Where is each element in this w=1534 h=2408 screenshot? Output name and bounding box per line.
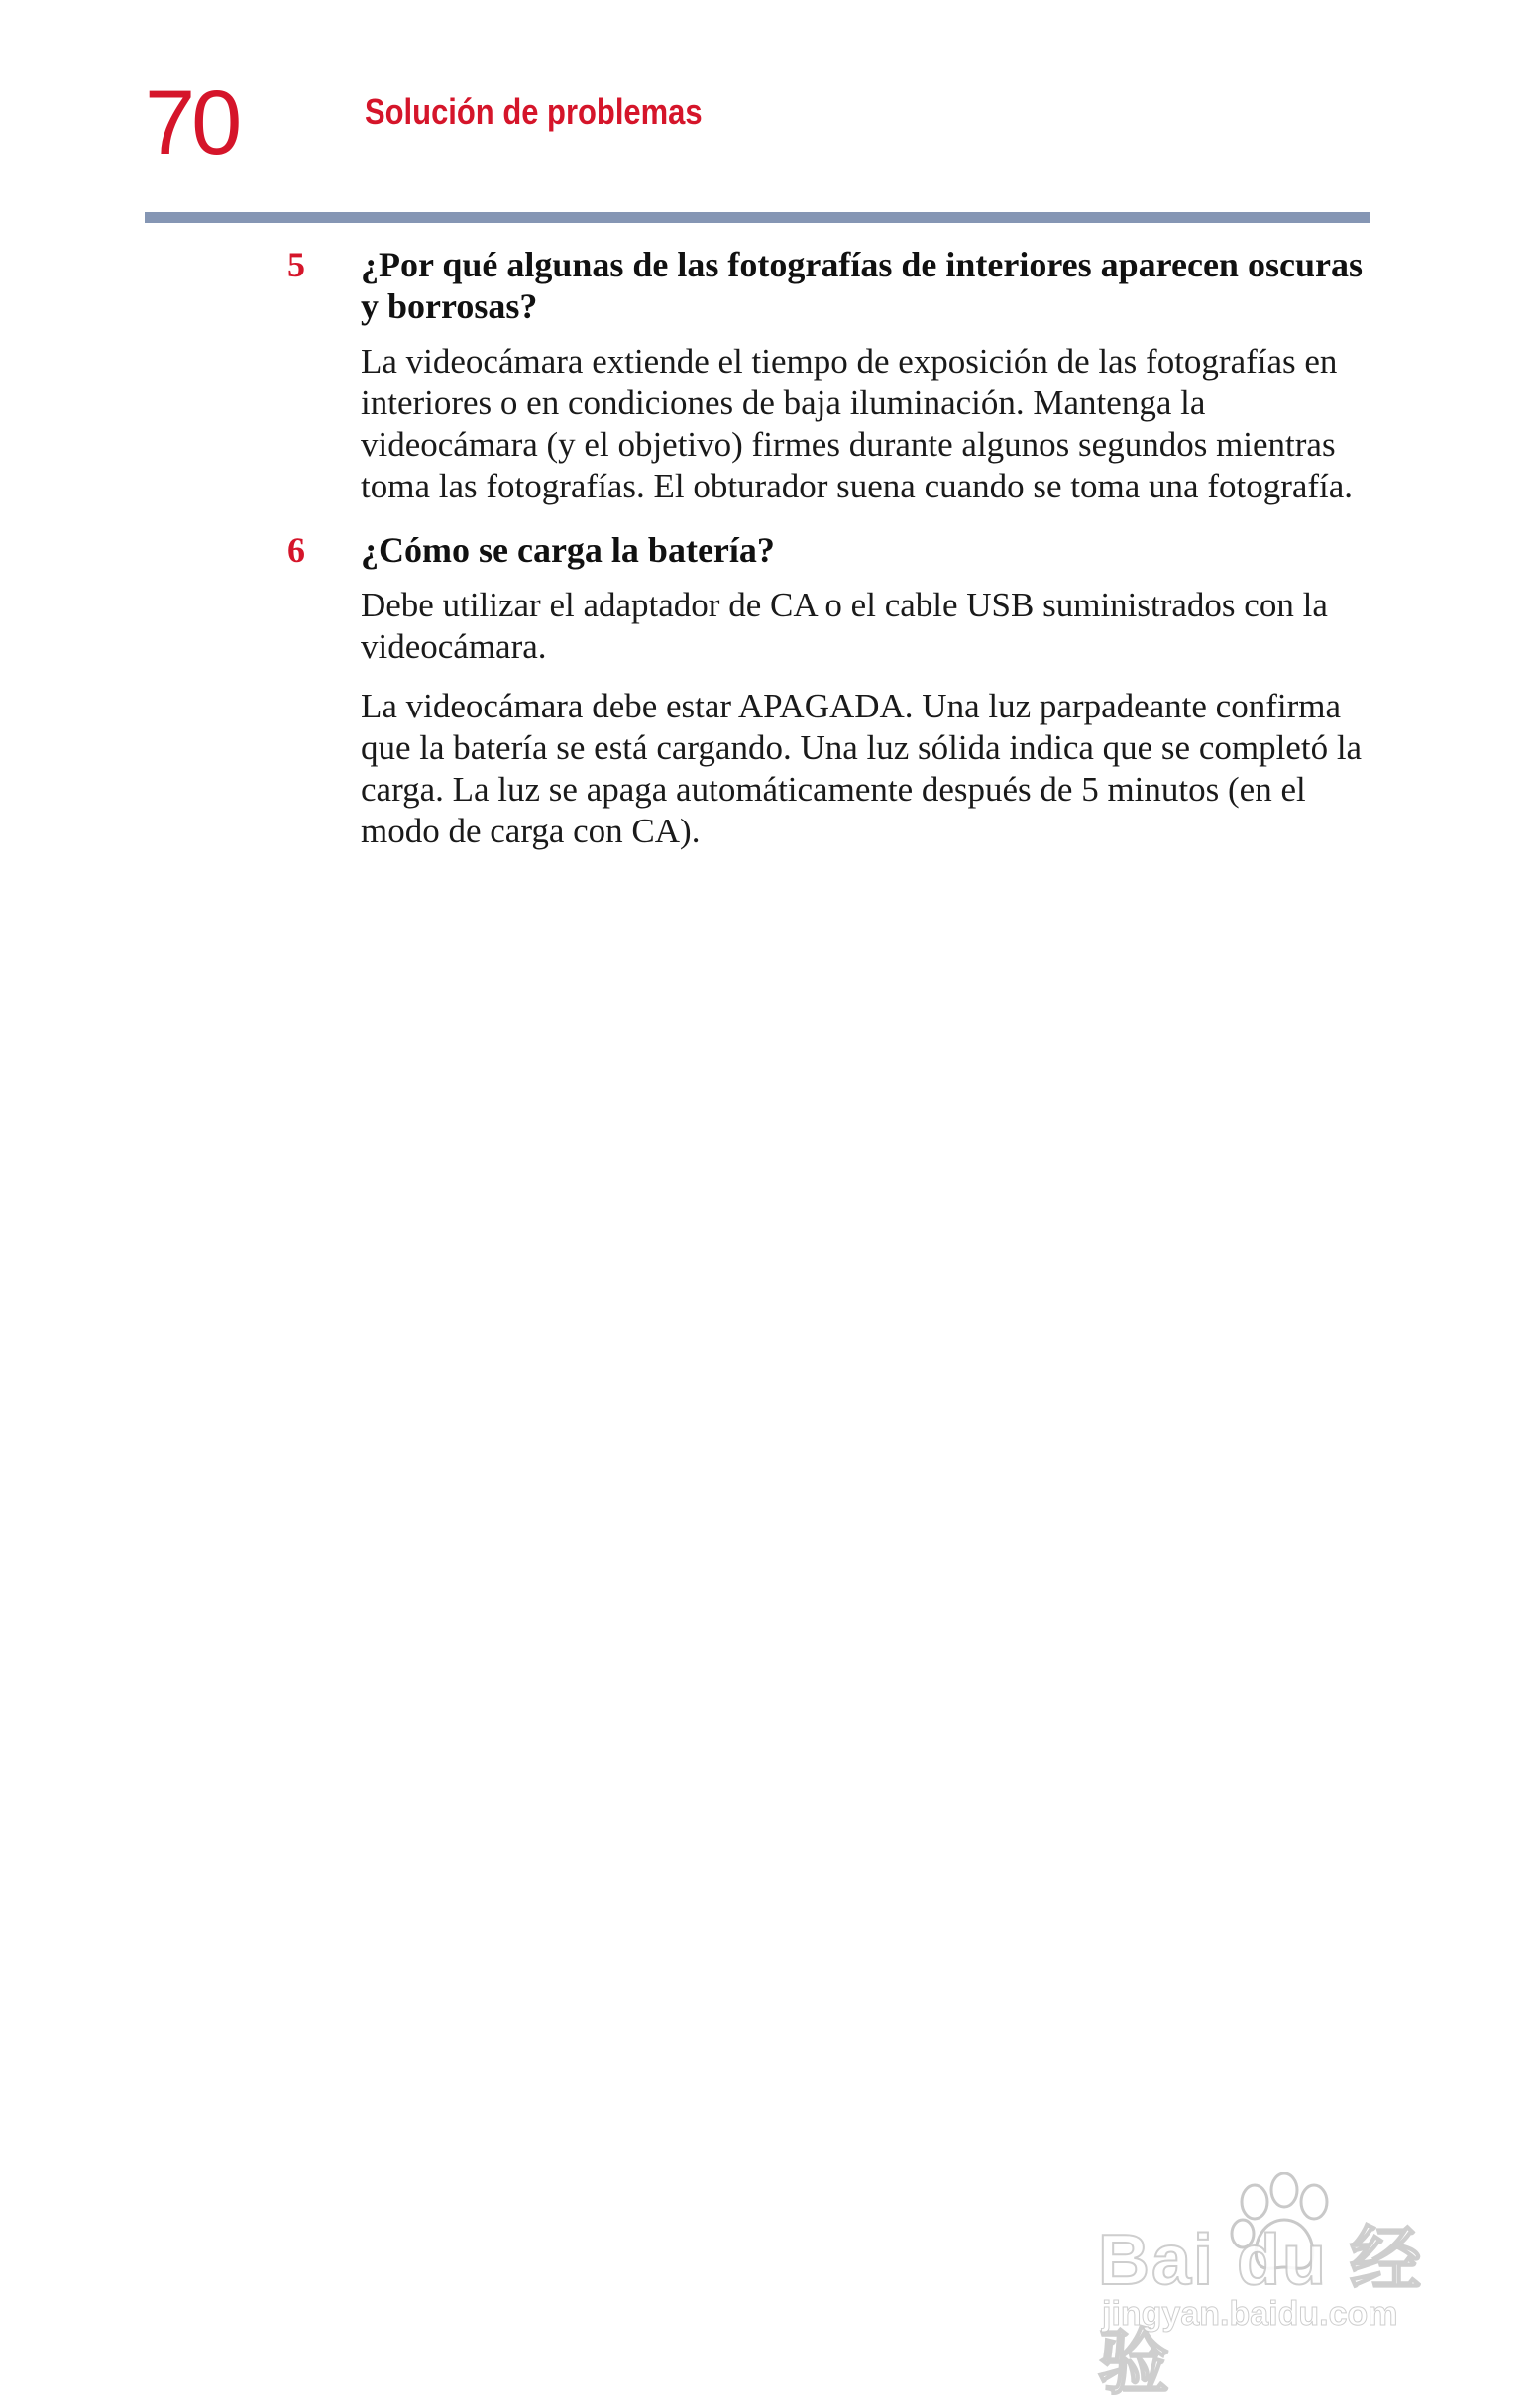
watermark-brand: Bai du 经验 — [1098, 2221, 1424, 2403]
qa-item-5 — [0, 244, 1534, 507]
answer-paragraph: La videocámara extiende el tiempo de exposición de las fotografías en interiores o en condiciones de baja iluminación. Mantenga la videocámara (y el objetivo) firmes durante algunos segundos mientras toma las fotografías. El obturador suena cuando se toma una fotografía. — [361, 342, 1354, 505]
watermark-url: jingyan.baidu.com — [1102, 2295, 1398, 2333]
question-number: 5 — [287, 245, 305, 284]
question-text: ¿Cómo se carga la batería? — [361, 530, 775, 570]
running-head: Solución de problemas — [365, 91, 703, 132]
question-number: 6 — [287, 530, 305, 570]
header-rule — [145, 212, 1370, 223]
baidu-watermark — [1098, 2172, 1475, 2403]
page-number: 70 — [145, 72, 239, 173]
question-text: ¿Por qué algunas de las fotografías de interiores aparecen oscuras y borrosas? — [361, 245, 1363, 326]
answer-paragraph: Debe utilizar el adaptador de CA o el cable USB suministrados con la videocámara. — [361, 586, 1328, 666]
answer-paragraph: La videocámara debe estar APAGADA. Una luz parpadeante confirma que la batería se está cargando. Una luz sólida indica que se completó la carga. La luz se apaga automáticamente después de 5 minutos (en el modo de carga con CA). — [361, 687, 1363, 850]
qa-item-6 — [0, 529, 1534, 852]
main-content — [0, 244, 1534, 874]
